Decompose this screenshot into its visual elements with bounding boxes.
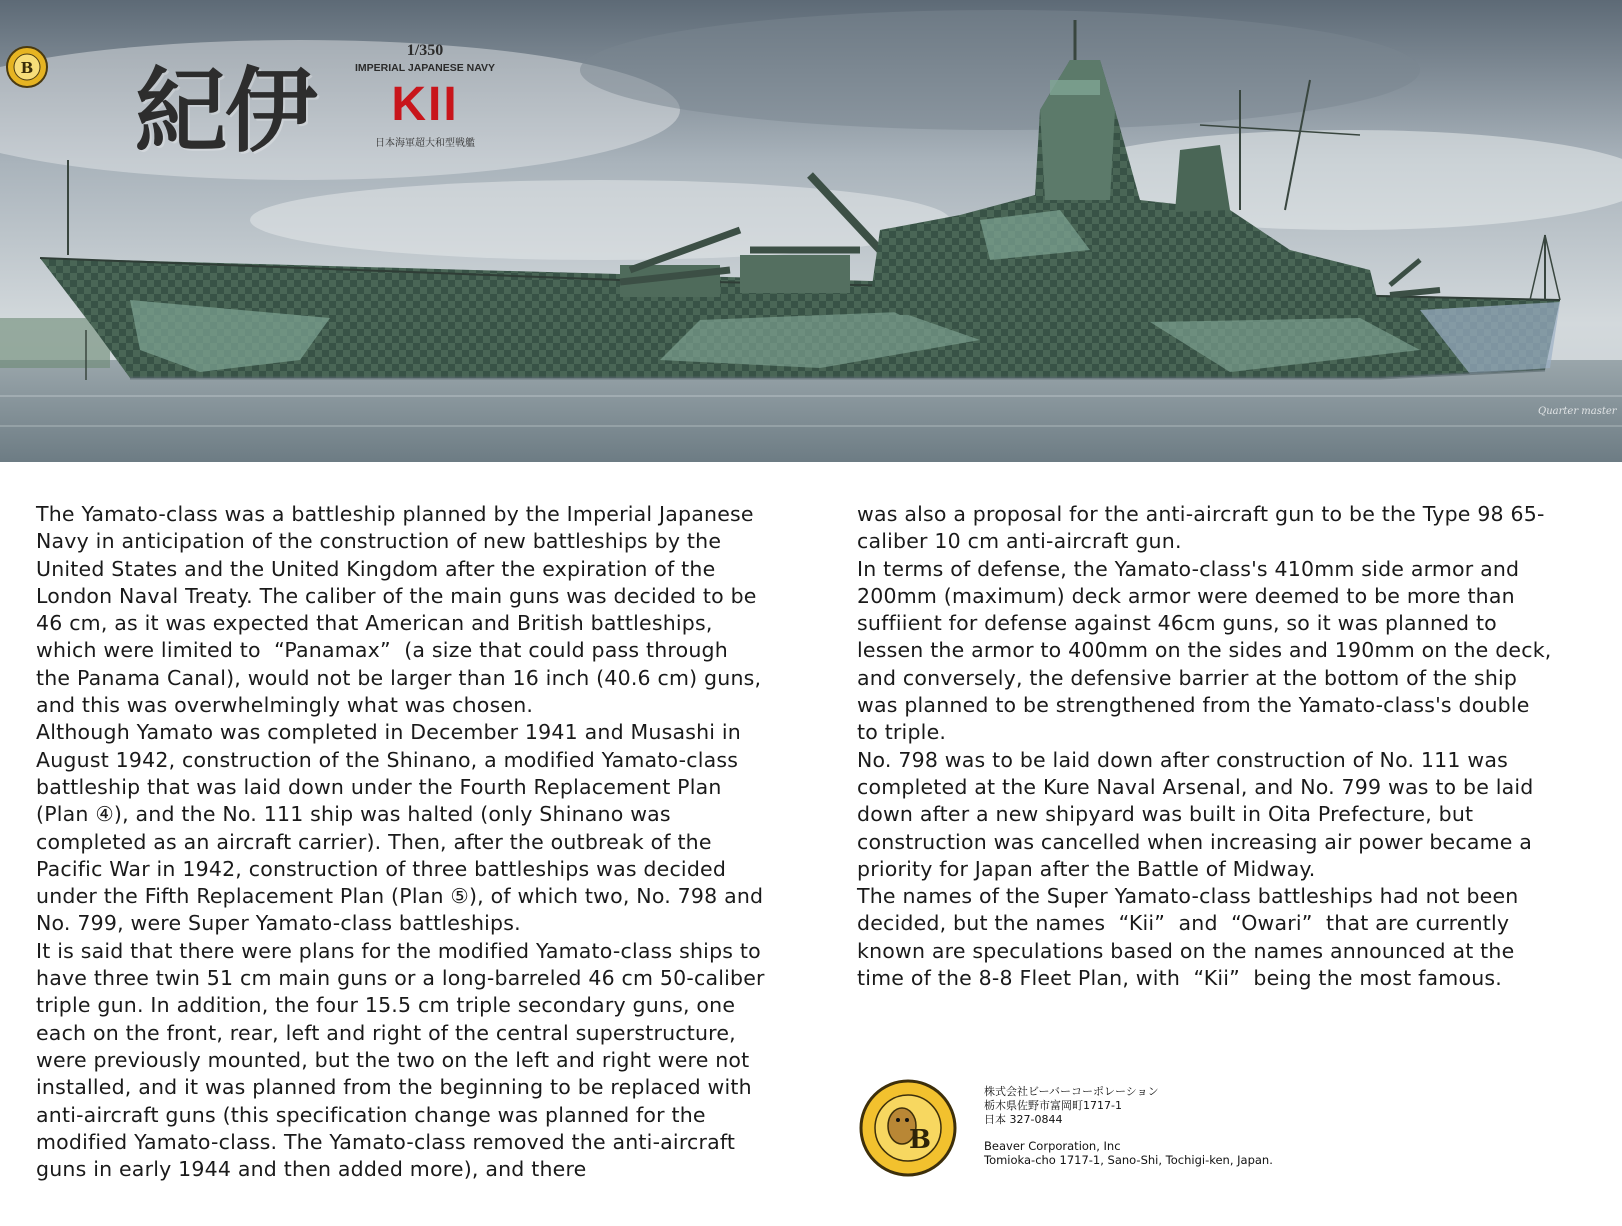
corporation-info: [984, 1085, 1273, 1167]
text-line: and this was overwhelmingly what was chosen.: [36, 693, 534, 718]
text-line: Pacific War in 1942, construction of three battleships was decided: [36, 856, 727, 881]
text-line: August 1942, construction of the Shinano, a modified Yamato-class: [36, 747, 739, 772]
text-line: modified Yamato-class. The Yamato-class removed the anti-aircraft: [36, 1129, 736, 1154]
text-line: 200mm (maximum) deck armor were deemed to be more than: [857, 583, 1515, 608]
text-line: known are speculations based on the names announced at the: [857, 938, 1515, 963]
text-line: decided, but the names “Kii” and “Owari” that are currently: [857, 911, 1510, 936]
text-line: time of the 8-8 Fleet Plan, with “Kii” being the most famous.: [857, 966, 1503, 991]
text-line: and conversely, the defensive barrier at the bottom of the ship: [857, 665, 1518, 690]
corp-postal-jp: 日本 327-0844: [984, 1113, 1063, 1126]
text-line: It is said that there were plans for the modified Yamato-class ships to: [36, 938, 761, 963]
beaver-badge-icon: [6, 46, 48, 88]
body-text-left-column: [36, 501, 765, 1183]
text-line: were previously mounted, but the two on the left and right were not: [36, 1047, 750, 1072]
corp-address-jp: 栃木県佐野市富岡町1717-1: [984, 1099, 1122, 1112]
text-line: installed, and it was planned from the beginning to be replaced with: [36, 1075, 752, 1100]
text-line: No. 799, were Super Yamato-class battleships.: [36, 911, 521, 936]
text-line: have three twin 51 cm main guns or a long-barreled 46 cm 50-caliber: [36, 966, 765, 991]
text-line: guns in early 1944 and then added more), and there: [36, 1157, 587, 1182]
text-line: triple gun. In addition, the four 15.5 cm triple secondary guns, one: [36, 993, 736, 1018]
artist-signature: Quarter master: [1538, 406, 1617, 417]
text-line: completed as an aircraft carrier). Then, after the outbreak of the: [36, 829, 712, 854]
text-line: battleship that was laid down under the Fourth Replacement Plan: [36, 774, 722, 799]
text-line: The names of the Super Yamato-class battleships had not been: [857, 884, 1519, 909]
text-line: No. 798 was to be laid down after construction of No. 111 was: [857, 747, 1508, 772]
body-text-right-column: [857, 501, 1552, 992]
hero-illustration: [0, 0, 1622, 462]
text-line: Although Yamato was completed in December 1941 and Musashi in: [36, 720, 741, 745]
text-line: to triple.: [857, 720, 947, 745]
text-line: construction was cancelled when increasing air power became a: [857, 829, 1533, 854]
text-line: 46 cm, as it was expected that American and British battleships,: [36, 611, 713, 636]
text-line: each on the front, rear, left and right of the central superstructure,: [36, 1020, 736, 1045]
text-line: Navy in anticipation of the construction of new battleships by the: [36, 529, 722, 554]
corp-address-en: Tomioka-cho 1717-1, Sano-Shi, Tochigi-ken, Japan.: [984, 1153, 1273, 1167]
ship-name: KII: [391, 78, 459, 131]
beaver-corporation-logo: [858, 1078, 958, 1178]
kanji-title: 紀伊: [135, 57, 316, 165]
svg-text:B: B: [20, 59, 34, 77]
text-line: priority for Japan after the Battle of Midway.: [857, 856, 1316, 881]
text-line: London Naval Treaty. The caliber of the main guns was decided to be: [36, 583, 757, 608]
text-line: suffiient for defense against 46cm guns, so it was planned to: [857, 611, 1497, 636]
text-line: caliber 10 cm anti-aircraft gun.: [857, 529, 1182, 554]
text-line: lessen the armor to 400mm on the sides and 190mm on the deck,: [857, 638, 1552, 663]
text-line: was planned to be strengthened from the Yamato-class's double: [857, 693, 1530, 718]
corp-name-jp: 株式会社ビーバーコーポレーション: [984, 1085, 1159, 1098]
text-line: anti-aircraft guns (this specification change was planned for the: [36, 1102, 706, 1127]
text-line: under the Fifth Replacement Plan (Plan ⑤), of which two, No. 798 and: [36, 884, 764, 909]
logo-letter: B: [909, 1125, 931, 1155]
scale-label: 1/350: [406, 42, 444, 59]
text-line: down after a new shipyard was built in Oita Prefecture, but: [857, 802, 1474, 827]
corp-name-en: Beaver Corporation, Inc: [984, 1139, 1121, 1153]
text-line: United States and the United Kingdom after the expiration of the: [36, 556, 716, 581]
text-line: (Plan ④), and the No. 111 ship was halted (only Shinano was: [36, 802, 671, 827]
navy-label: IMPERIAL JAPANESE NAVY: [354, 62, 496, 74]
subtitle-jp: 日本海軍超大和型戦艦: [375, 138, 475, 149]
text-line: which were limited to “Panamax” (a size that could pass through: [36, 638, 728, 663]
text-line: The Yamato-class was a battleship planned by the Imperial Japanese: [36, 502, 754, 526]
text-line: In terms of defense, the Yamato-class's 410mm side armor and: [857, 556, 1520, 581]
text-line: the Panama Canal), would not be larger than 16 inch (40.6 cm) guns,: [36, 665, 762, 690]
text-line: was also a proposal for the anti-aircraft gun to be the Type 98 65-: [857, 502, 1545, 526]
text-line: completed at the Kure Naval Arsenal, and No. 799 was to be laid: [857, 774, 1534, 799]
